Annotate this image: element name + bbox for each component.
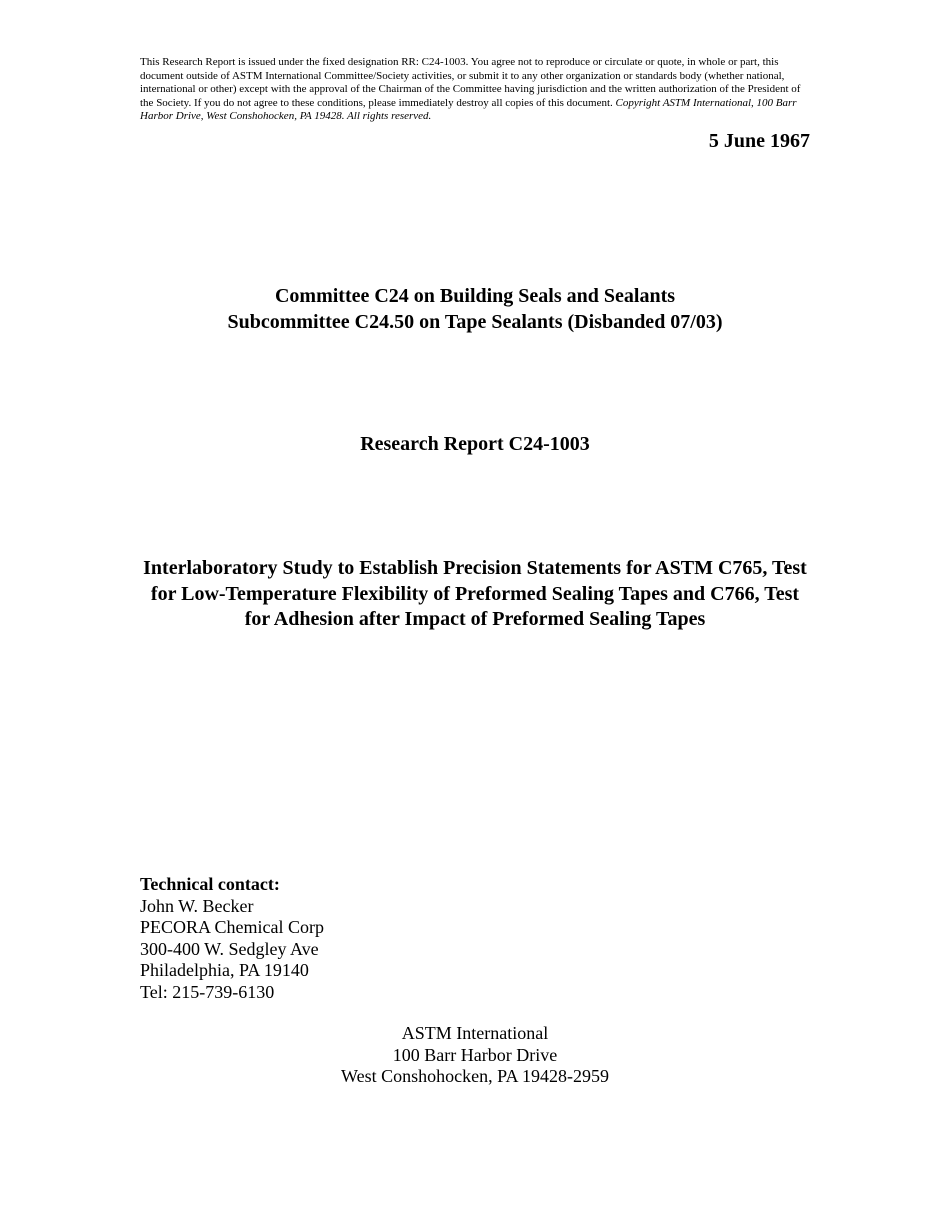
report-date: 5 June 1967 [708, 130, 810, 152]
contact-label: Technical contact: [140, 874, 280, 894]
astm-name: ASTM International [401, 1023, 549, 1043]
contact-name: John W. Becker [140, 895, 254, 916]
contact-street: 300-400 W. Sedgley Ave [140, 938, 319, 959]
committee-name: Committee C24 on Building Seals and Sealants [274, 285, 676, 307]
astm-street: 100 Barr Harbor Drive [392, 1044, 558, 1065]
notice-text: This Research Report is issued under the fixed designation RR: C24-1003. You agree not to reproduce or circulate or quote, in whole or part, this document outside of ASTM International Committee/Society activities, or submit it to any other organization or standards body (whether national, international or other) except with the approval of the Chairman of the Committee having jurisdiction and the written authorization of the President of the Society. If you do not agree to these conditions, please immediately destroy all copies of this document. [140, 56, 801, 109]
contact-city: Philadelphia, PA 19140 [140, 960, 309, 980]
committee-heading [0, 283, 950, 335]
copyright-notice [140, 56, 810, 124]
technical-contact [140, 874, 324, 1003]
contact-phone: Tel: 215-739-6130 [140, 981, 275, 1002]
document-title: Interlaboratory Study to Establish Precision Statements for ASTM C765, Test for Low-Temperature Flexibility of Preformed Sealing Tapes and C766, Test for Adhesion after Impact of Preformed Sealing Tapes [143, 557, 807, 630]
notice-copyright: Copyright ASTM International, 100 Barr Harbor Drive, West Conshohocken, PA 19428. All rights reserved. [140, 96, 797, 122]
astm-address [0, 1023, 950, 1088]
contact-company: PECORA Chemical Corp [140, 917, 324, 937]
astm-city: West Conshohocken, PA 19428-2959 [341, 1066, 609, 1086]
subcommittee-name: Subcommittee C24.50 on Tape Sealants (Disbanded 07/03) [227, 311, 723, 333]
report-number: Research Report C24-1003 [360, 433, 590, 455]
